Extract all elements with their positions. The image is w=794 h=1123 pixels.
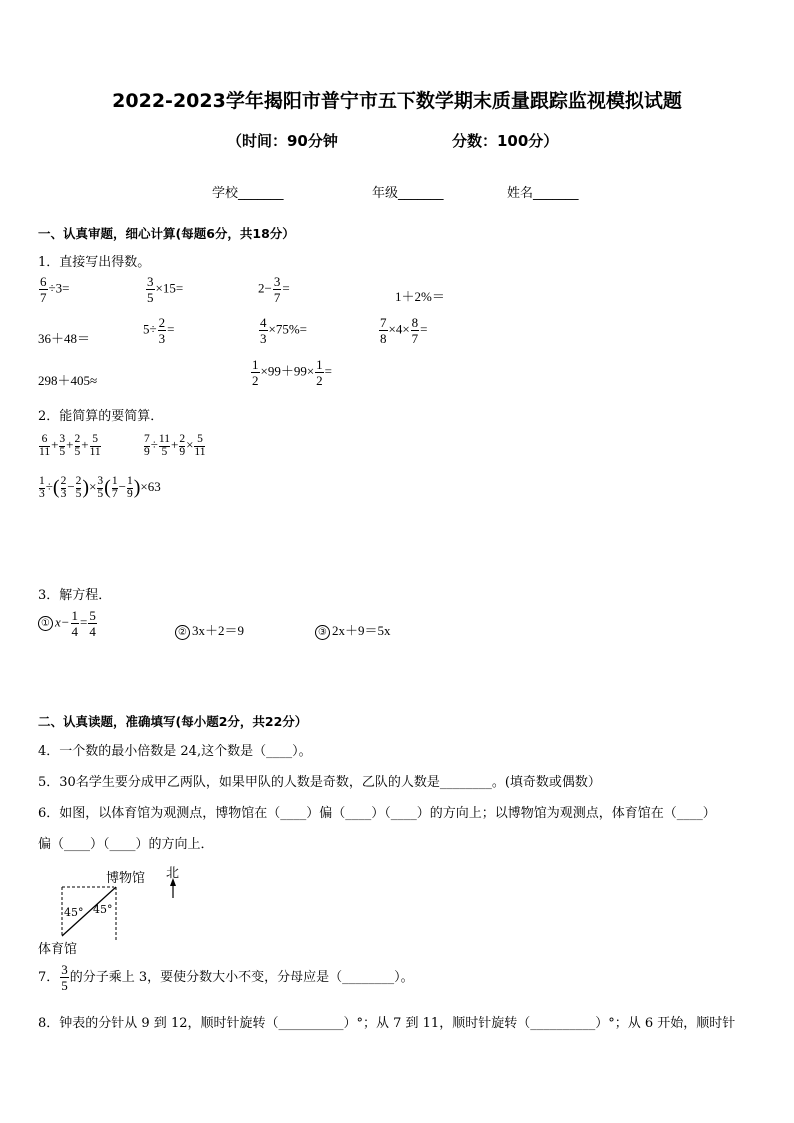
q1-item-6: 5÷ $\frac{2}{3}$ = xyxy=(143,315,175,346)
q1-item-3: 2− $\frac{3}{7}$ = xyxy=(258,274,290,305)
q2-expr-1: $\frac{6}{11}$ + $\frac{3}{5}$ + $\frac{2}{5}$ + $\frac{5}{11}$ xyxy=(39,433,101,458)
q3-equation-3: ③ 2x＋9＝5x xyxy=(315,620,391,640)
q1-item-8: $\frac{7}{8}$ ×4× $\frac{8}{7}$ = xyxy=(380,315,428,346)
q1-item-4: 1＋2%＝ xyxy=(395,289,445,304)
exam-score: 分数：100分） xyxy=(452,132,559,150)
angle-label-2: 45° xyxy=(93,903,113,916)
q2-expr-3: $\frac{1}{3}$ ÷( $\frac{2}{3}$ − $\frac{2}{5}$ )× $\frac{3}{5}$ ( $\frac{1}{7}$ − $\frac{1}{9}$ )×63 xyxy=(39,475,161,500)
q5-text: 5．30名学生要分成甲乙两队，如果甲队的人数是奇数，乙队的人数是________。(填奇数或偶数） xyxy=(38,775,601,790)
q3-equation-1: ① x− $\frac{1}{4}$ = $\frac{5}{4}$ xyxy=(38,608,98,639)
school-field: 学校_______ xyxy=(212,186,284,201)
q1-label: 1．直接写出得数。 xyxy=(38,255,151,270)
q3-equation-2: ② 3x＋2＝9 xyxy=(175,620,244,640)
gym-label: 体育馆 xyxy=(38,942,78,957)
angle-label-1: 45° xyxy=(64,906,84,919)
q2-label: 2．能简算的要简算． xyxy=(38,409,164,424)
q4-text: 4．一个数的最小倍数是 24,这个数是（____）。 xyxy=(38,744,312,759)
q1-item-1: $\frac{6}{7}$ ÷3= xyxy=(40,274,70,305)
grade-field: 年级_______ xyxy=(372,186,444,201)
q1-item-7: $\frac{4}{3}$ ×75%= xyxy=(260,315,307,346)
name-field: 姓名_______ xyxy=(507,186,579,201)
museum-label: 博物馆 xyxy=(106,871,146,886)
q6-text-line2: 偏（____）（____）的方向上． xyxy=(38,837,214,852)
north-label: 北 xyxy=(166,866,180,881)
q2-expr-2: $\frac{7}{9}$ ÷ $\frac{11}{5}$ + $\frac{2}{9}$ × $\frac{5}{11}$ xyxy=(144,433,206,458)
page-title: 2022-2023学年揭阳市普宁市五下数学期末质量跟踪监视模拟试题 xyxy=(112,90,682,112)
q8-text: 8．钟表的分针从 9 到 12，顺时针旋转（__________）°；从 7 到 11，顺时针旋转（__________）°；从 6 开始，顺时针 xyxy=(38,1016,736,1031)
section2-heading: 二、认真读题，准确填写(每小题2分，共22分） xyxy=(38,714,308,729)
q6-text-line1: 6．如图，以体育馆为观测点，博物馆在（____）偏（____）（____）的方向上；以博物馆为观测点，体育馆在（____） xyxy=(38,806,716,821)
section1-heading: 一、认真审题，细心计算(每题6分，共18分） xyxy=(38,226,295,241)
q1-item-2: $\frac{3}{5}$ ×15= xyxy=(147,274,184,305)
q7-text: 7． $\frac{3}{5}$ 的分子乘上 3，要使分数大小不变，分母应是（________）。 xyxy=(38,962,414,993)
q1-item-10: $\frac{1}{2}$ ×99＋99× $\frac{1}{2}$ = xyxy=(252,357,333,388)
q1-item-9: 298＋405≈ xyxy=(38,373,98,388)
q1-item-5: 36＋48＝ xyxy=(38,331,91,346)
exam-time: （时间：90分钟 xyxy=(227,132,338,150)
q3-label: 3．解方程． xyxy=(38,588,112,603)
